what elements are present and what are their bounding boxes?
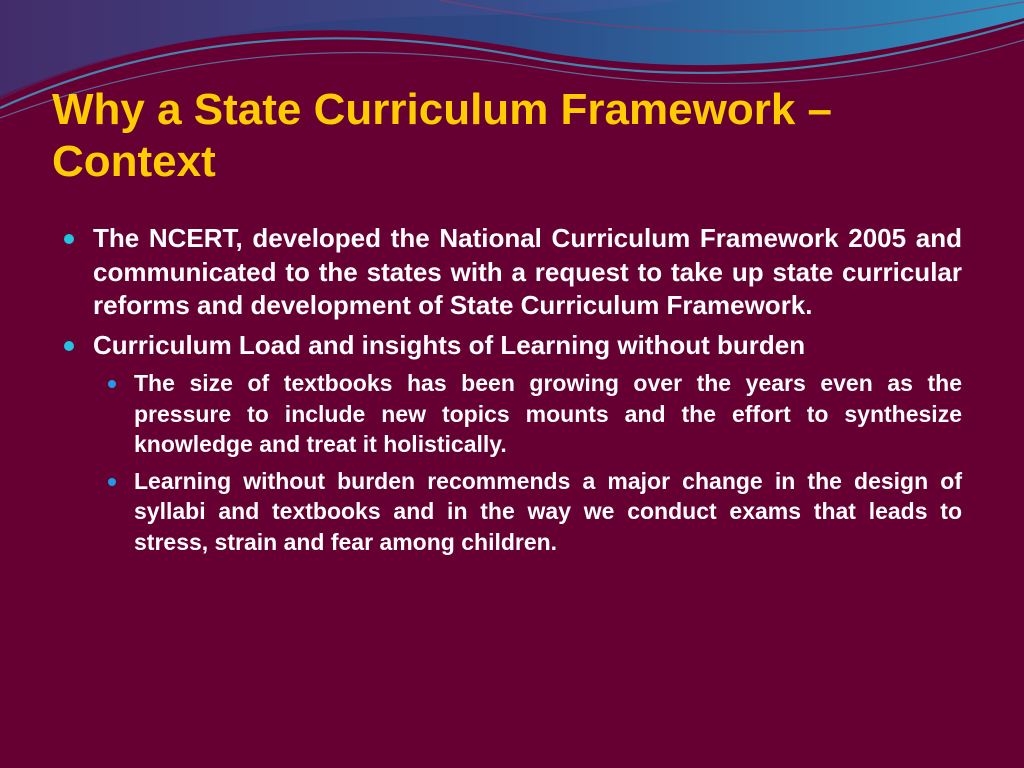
sub-bullet-text: The size of textbooks has been growing over the years even as the pressure to include new topics mounts and the effort to synthesize knowledge and treat it holistically. xyxy=(134,370,962,457)
slide-body xyxy=(60,222,962,563)
bullet-dot-icon xyxy=(64,341,74,351)
sub-bullet-item xyxy=(60,466,962,558)
bullet-text: The NCERT, developed the National Curriculum Framework 2005 and communicated to the states with a request to take up state curricular reforms and development of State Curriculum Framework. xyxy=(93,223,962,320)
bullet-item xyxy=(60,329,962,363)
slide-title: Why a State Curriculum Framework – Context xyxy=(52,85,832,186)
bullet-dot-icon xyxy=(64,234,74,244)
bullet-text: Curriculum Load and insights of Learning without burden xyxy=(93,329,806,360)
sub-bullet-item xyxy=(60,368,962,460)
sub-bullet-dot-icon xyxy=(108,478,116,486)
sub-bullet-text: Learning without burden recommends a major change in the design of syllabi and textbooks and in the way we conduct exams that leads to stress, strain and fear among children. xyxy=(134,467,962,555)
bullet-item xyxy=(60,222,962,323)
sub-bullet-dot-icon xyxy=(108,380,116,388)
